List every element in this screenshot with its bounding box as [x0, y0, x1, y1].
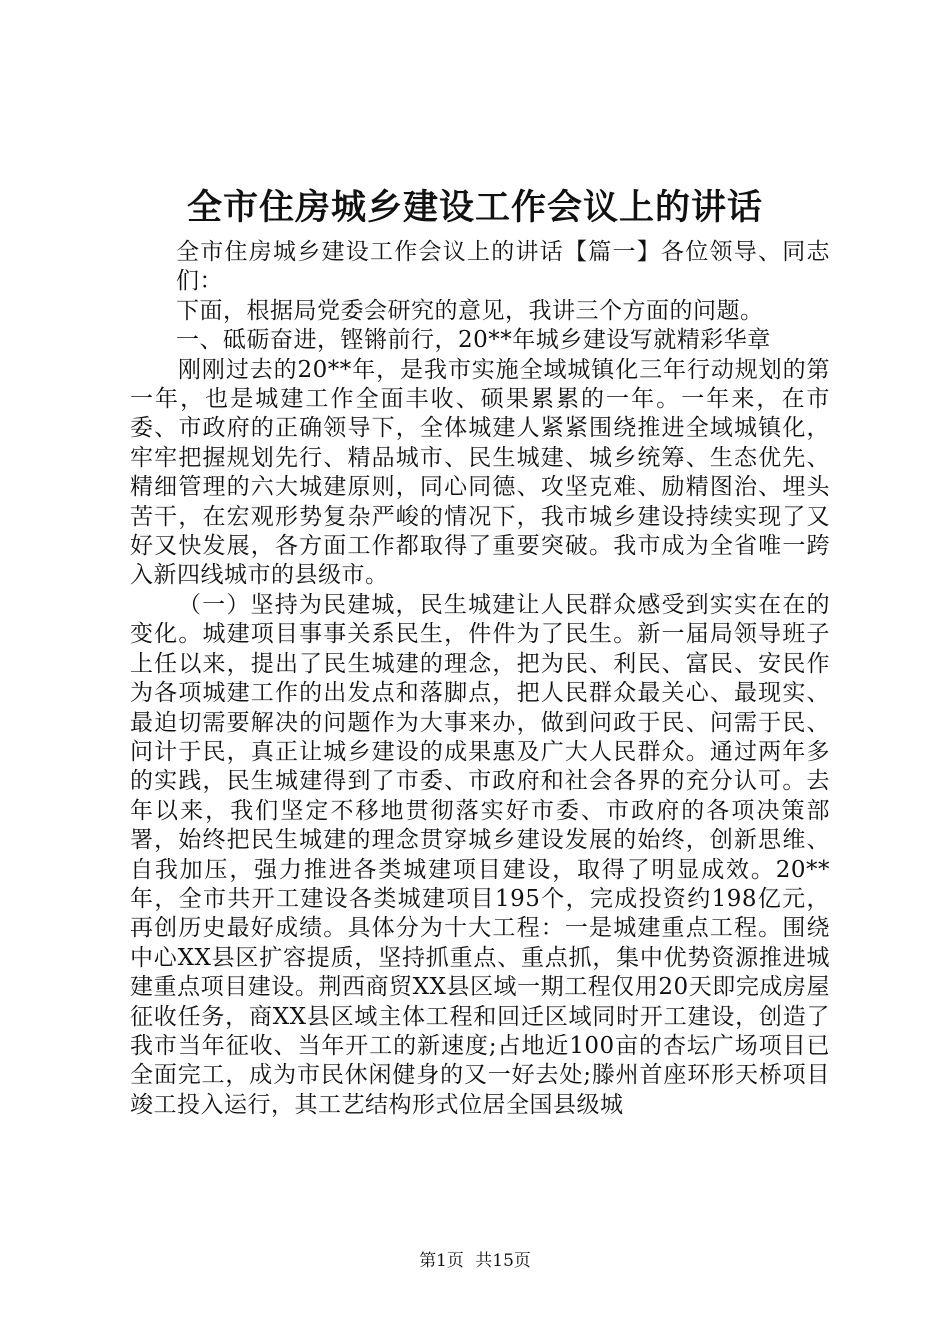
- document-title: 全市住房城乡建设工作会议上的讲话: [186, 187, 763, 228]
- document-body: [130, 238, 830, 1120]
- paragraph-review: 刚刚过去的20**年，是我市实施全域城镇化三年行动规划的第一年，也是城建工作全面丰收、硕果累累的一年。一年来，在市委、市政府的正确领导下，全体城建人紧紧围绕推进全域城镇化，牢牢把握规划先行、精品城市、民生城建、城乡统筹、生态优先、精细管理的六大城建原则，同心同德、攻坚克难、励精图治、埋头苦干，在宏观形势复杂严峻的情况下，我市城乡建设持续实现了又好又快发展，各方面工作都取得了重要突破。我市成为全省唯一跨入新四线城市的县级市。: [130, 356, 830, 589]
- section-heading-1: 一、砥砺奋进，铿锵前行，20**年城乡建设写就精彩华章: [176, 327, 771, 354]
- page-number: 第1页: [419, 1251, 464, 1271]
- page-total: 共15页: [475, 1251, 531, 1271]
- paragraph-intro: 下面，根据局党委会研究的意见，我讲三个方面的问题。: [176, 297, 764, 324]
- paragraph-livelihood: （一）坚持为民建城，民生城建让人民群众感受到实实在在的变化。城建项目事事关系民生，件件为了民生。新一届局领导班子上任以来，提出了民生城建的理念，把为民、利民、富民、安民作为各项城建工作的出发点和落脚点，把人民群众最关心、最现实、最迫切需要解决的问题作为大事来办，做到问政于民、问需于民、问计于民，真正让城乡建设的成果惠及广大人民群众。通过两年多的实践，民生城建得到了市委、市政府和社会各界的充分认可。去年以来，我们坚定不移地贯彻落实好市委、市政府的各项决策部署，始终把民生城建的理念贯穿城乡建设发展的始终，创新思维、自我加压，强力推进各类城建项目建设，取得了明显成效。20**年，全市共开工建设各类城建项目195个，完成投资约198亿元，再创历史最好成绩。具体分为十大工程：一是城建重点工程。围绕中心XX县区扩容提质，坚持抓重点、重点抓，集中优势资源推进城建重点项目建设。荆西商贸XX县区域一期工程仅用20天即完成房屋征收任务，商XX县区域主体工程和回迁区域同时开工建设，创造了我市当年征收、当年开工的新速度;占地近100亩的杏坛广场项目已全面完工，成为市民休闲健身的又一好去处;滕州首座环形天桥项目竣工投入运行，其工艺结构形式位居全国县级城: [130, 591, 830, 1118]
- page-footer: [0, 1250, 950, 1272]
- paragraph-greeting: 全市住房城乡建设工作会议上的讲话【篇一】各位领导、同志们：: [176, 239, 830, 295]
